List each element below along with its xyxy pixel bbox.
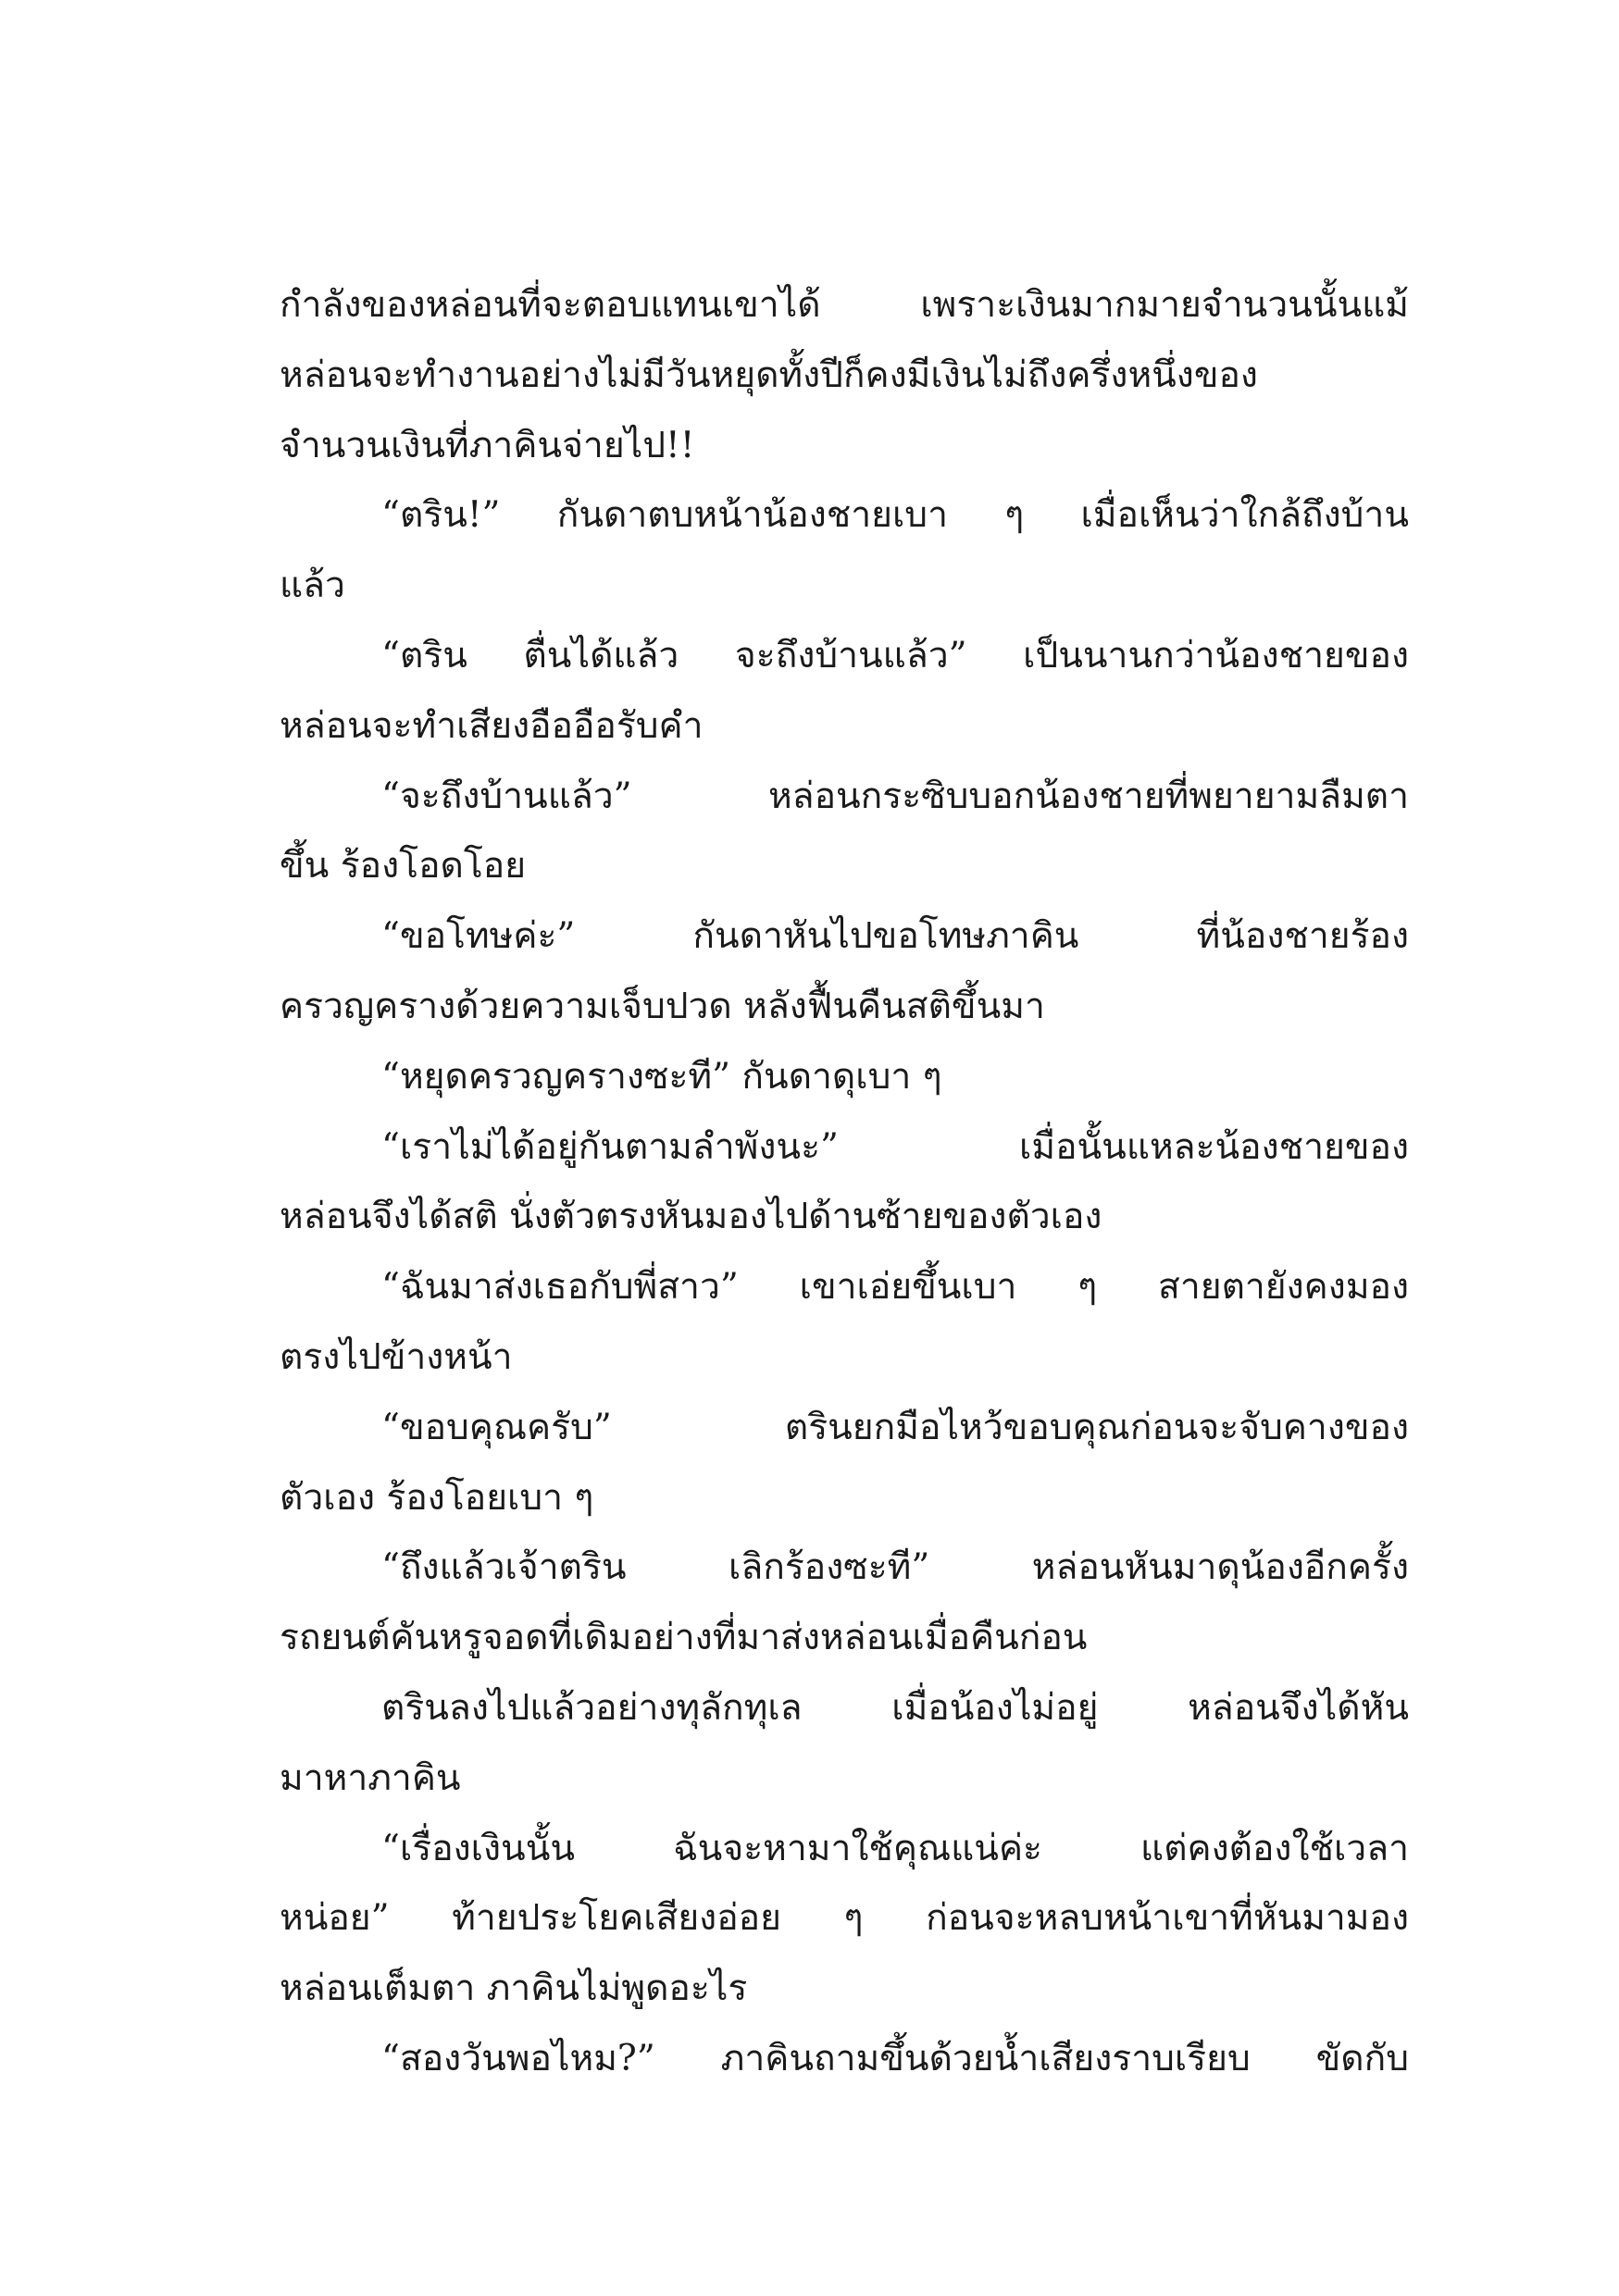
text-line: ตัวเอง ร้องโอยเบา ๆ	[280, 1476, 594, 1519]
text-line: “ตริน ตื่นได้แล้ว จะถึงบ้านแล้ว” เป็นนานกว่าน้องชายของ	[381, 634, 1409, 676]
text-line: “เรื่องเงินนั้น ฉันจะหามาใช้คุณแน่ค่ะ แต่คงต้องใช้เวลา	[381, 1827, 1409, 1869]
text-line: จำนวนเงินที่ภาคินจ่ายไป!!	[280, 424, 695, 466]
text-line: “ถึงแล้วเจ้าตริน เลิกร้องซะที” หล่อนหันมาดุน้องอีกครั้ง	[381, 1546, 1409, 1589]
text-line: “จะถึงบ้านแล้ว” หล่อนกระซิบบอกน้องชายที่พยายามลืมตา	[381, 775, 1409, 817]
text-line: หล่อนจะทำเสียงอืออือรับคำ	[280, 704, 704, 747]
text-line: ตรงไปข้างหน้า	[280, 1335, 513, 1378]
text-line: กำลังของหล่อนที่จะตอบแทนเขาได้ เพราะเงินมากมายจำนวนนั้นแม้	[280, 284, 1409, 326]
text-line: “ขอบคุณครับ” ตรินยกมือไหว้ขอบคุณก่อนจะจับคางของ	[381, 1406, 1409, 1448]
text-line: “หยุดครวญครางซะที” กันดาดุเบา ๆ	[381, 1055, 942, 1098]
text-line: หล่อนเต็มตา ภาคินไม่พูดอะไร	[280, 1967, 748, 2010]
text-line: แล้ว	[280, 565, 345, 607]
text-line: “ตริน!” กันดาตบหน้าน้องชายเบา ๆ เมื่อเห็นว่าใกล้ถึงบ้าน	[381, 494, 1409, 537]
text-line: หล่อนจะทำงานอย่างไม่มีวันหยุดทั้งปีก็คงมีเงินไม่ถึงครึ่งหนึ่งของ	[280, 354, 1258, 396]
text-line: “สองวันพอไหม?” ภาคินถามขึ้นด้วยน้ำเสียงราบเรียบ ขัดกับ	[381, 2037, 1409, 2079]
text-line: ครวญครางด้วยความเจ็บปวด หลังฟื้นคืนสติขึ้นมา	[280, 985, 1045, 1027]
text-line: “เราไม่ได้อยู่กันตามลำพังนะ” เมื่อนั้นแหละน้องชายของ	[381, 1125, 1409, 1168]
text-line: มาหาภาคิน	[280, 1756, 461, 1799]
text-line: ตรินลงไปแล้วอย่างทุลักทุเล เมื่อน้องไม่อยู่ หล่อนจึงได้หัน	[381, 1686, 1409, 1729]
text-line: ขึ้น ร้องโอดโอย	[280, 845, 527, 887]
body-text	[280, 270, 1409, 2094]
text-line: “ขอโทษค่ะ” กันดาหันไปขอโทษภาคิน ที่น้องชายร้อง	[381, 915, 1409, 958]
text-line: หน่อย” ท้ายประโยคเสียงอ่อย ๆ ก่อนจะหลบหน้าเขาที่หันมามอง	[280, 1897, 1409, 1940]
text-line: รถยนต์คันหรูจอดที่เดิมอย่างที่มาส่งหล่อนเมื่อคืนก่อน	[280, 1617, 1088, 1659]
text-line: หล่อนจึงได้สติ นั่งตัวตรงหันมองไปด้านซ้ายของตัวเอง	[280, 1196, 1102, 1238]
text-line: “ฉันมาส่งเธอกับพี่สาว” เขาเอ่ยขึ้นเบา ๆ สายตายังคงมอง	[381, 1266, 1409, 1309]
